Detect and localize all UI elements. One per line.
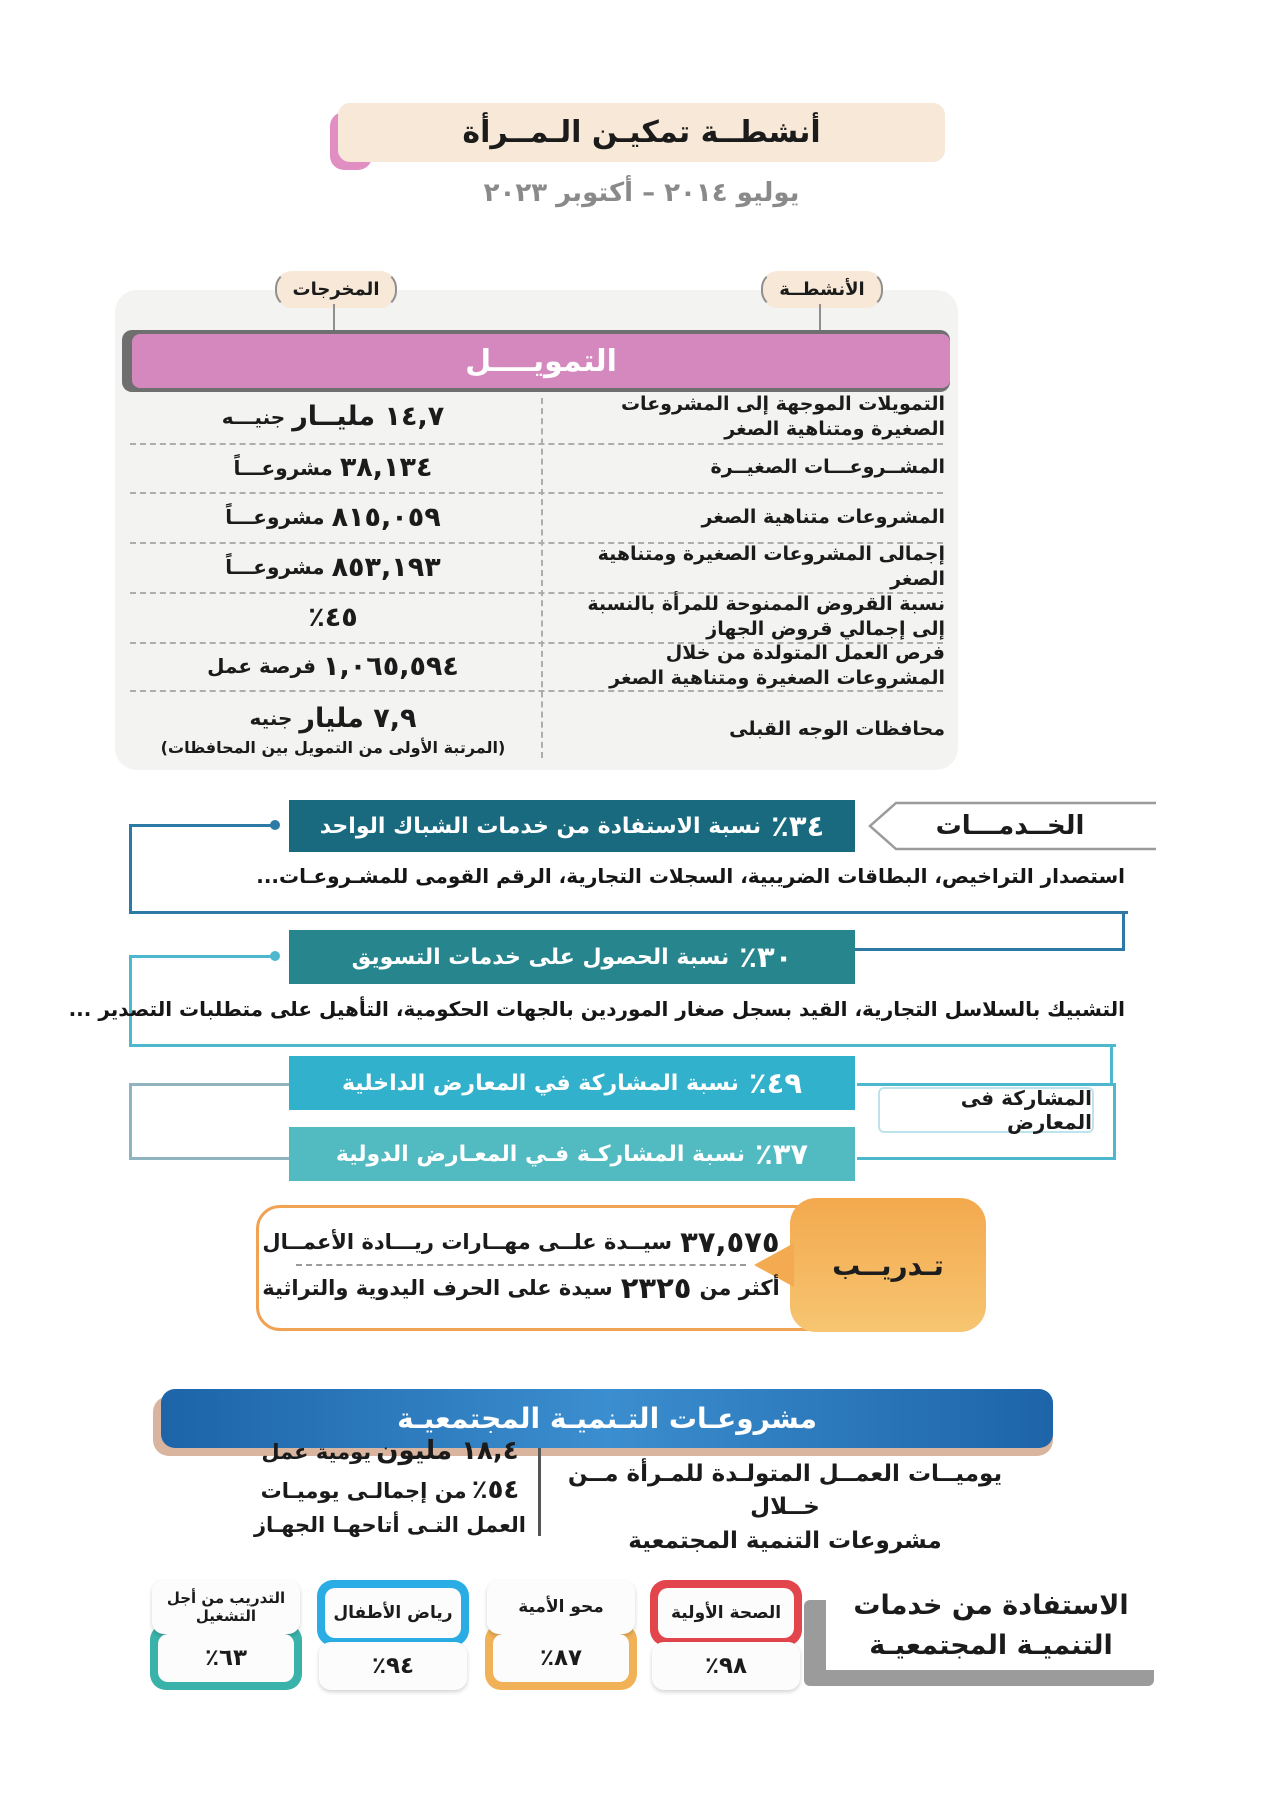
community-number: ٥٤٪	[471, 1475, 520, 1505]
benefit-title-lines	[853, 1586, 1128, 1667]
financing-header: التمويــــل	[132, 334, 950, 388]
value-unit: مشروعـــاً	[233, 455, 333, 480]
benefit-card-literacy	[485, 1580, 637, 1690]
financing-row-label: نسبة القروض الممنوحة للمرأة بالنسبة إلى إجمالي قروض الجهاز	[587, 593, 945, 640]
financing-row-label: محافظات الوجه القبلى	[729, 717, 945, 740]
financing-row-value	[135, 642, 531, 690]
financing-row-value	[135, 542, 531, 592]
benefit-card-employment-training	[150, 1580, 302, 1690]
card-label: رياض الأطفال	[325, 1588, 461, 1638]
training-prefix: أكثر من	[699, 1276, 780, 1300]
column-divider	[541, 398, 543, 758]
training-line-1	[262, 1225, 779, 1259]
community-output-line1	[248, 1432, 532, 1471]
community-output-line2	[248, 1471, 532, 1510]
financing-row-label: التمويلات الموجهة إلى المشروعات الصغيرة ومتناهية الصغر	[620, 392, 945, 440]
benefit-title-line1: الاستفادة من خدمات	[853, 1589, 1129, 1621]
community-unit: يومية عمل	[261, 1440, 372, 1464]
benefit-title-line2: التنميـة المجتمعيـة	[869, 1630, 1113, 1661]
card-value: ٩٤٪	[319, 1642, 467, 1690]
financing-row-label: المشــروعـــات الصغيــرة	[710, 456, 945, 479]
value-unit: جنيـــه	[221, 404, 286, 429]
services-section-title: الخــدمـــات	[935, 811, 1085, 841]
community-divider	[538, 1448, 541, 1536]
outputs-pill: المخرجات	[275, 271, 397, 308]
service-bar-domestic-exhibitions	[289, 1056, 855, 1110]
training-text: سيدة على الحرف اليدوية والتراثية	[262, 1276, 613, 1300]
service-label: نسبة المشاركة في المعارض الداخلية	[341, 1070, 739, 1096]
community-unit: من إجمالـى يوميـات	[260, 1479, 467, 1503]
financing-row-value	[135, 698, 531, 738]
service-bar-marketing	[289, 930, 855, 984]
community-activity-line2: مشروعات التنمية المجتمعية	[628, 1527, 942, 1554]
service-label: نسبة المشاركـة فـي المعـارض الدولية	[335, 1141, 745, 1167]
service-label: نسبة الحصول على خدمات التسويق	[351, 944, 730, 970]
benefit-card-kindergarten	[317, 1580, 469, 1690]
value-number: ٣٨,١٣٤	[339, 452, 433, 483]
community-output-line3: العمل التـى أتاحهـا الجهـاز	[253, 1513, 527, 1537]
community-activity-line1: يوميــات العمــل المتولـدة للمـرأة مــن خــلال	[567, 1461, 1003, 1521]
connector-dot	[270, 951, 280, 961]
service-description: استصدار التراخيص، البطاقات الضريبية، السجلات التجارية، الرقم القومى للمشـروعـات...	[256, 864, 1125, 888]
service-bar-international-exhibitions	[289, 1127, 855, 1181]
value-unit: مشروعـــاً	[225, 555, 325, 579]
value-number: ٧,٩ مليار	[299, 702, 417, 734]
training-number: ٣٧,٥٧٥	[680, 1225, 780, 1259]
training-content	[262, 1211, 780, 1319]
activities-pill: الأنشطــة	[761, 271, 883, 308]
exhibitions-label: المشاركة فى المعارض	[878, 1087, 1094, 1133]
card-label: الصحة الأولية	[658, 1588, 794, 1638]
service-percentage: ٣٠٪	[739, 940, 793, 974]
service-percentage: ٤٩٪	[748, 1066, 803, 1100]
value-unit: فرصة عمل	[207, 654, 317, 678]
value-unit: مشروعـــاً	[225, 505, 325, 529]
value-unit: جنيه	[249, 706, 293, 730]
services-connector-2-stub	[129, 955, 276, 958]
financing-row-value	[135, 390, 531, 443]
benefit-card-primary-health	[650, 1580, 802, 1690]
training-separator	[296, 1264, 746, 1266]
financing-row-label: فرص العمل المتولدة من خلال المشروعات الصغيرة ومتناهية الصغر	[609, 642, 945, 689]
financing-row-value	[135, 492, 531, 542]
service-percentage: ٣٧٪	[755, 1137, 809, 1171]
financing-row-value	[135, 592, 531, 642]
services-connector-1-stub	[129, 824, 276, 827]
financing-row-note: (المرتبة الأولى من التمويل بين المحافظات)	[160, 738, 506, 757]
training-text: سيــدة علــى مهــارات ريـــادة الأعمــال	[262, 1230, 673, 1254]
value-number: ٤٥٪	[308, 601, 358, 633]
services-connector-1-to-bar2	[855, 948, 1125, 951]
service-description: التشبيك بالسلاسل التجارية، القيد بسجل صغار الموردين بالجهات الحكومية، التأهيل على متطلبات التصدير ...	[68, 997, 1125, 1021]
services-connector-2-right	[1110, 1044, 1113, 1086]
value-number: ٨٥٣,١٩٣	[331, 551, 441, 583]
financing-row-label: المشروعات متناهية الصغر	[701, 505, 945, 528]
card-value: ٩٨٪	[652, 1642, 800, 1690]
financing-row-label: إجمالى المشروعات الصغيرة ومتناهية الصغر	[597, 543, 945, 590]
services-connector-1-right	[1122, 911, 1125, 951]
card-label: محو الأمية	[487, 1580, 635, 1634]
training-number: ٢٣٢٥	[620, 1271, 692, 1305]
exhibitions-left-bracket	[129, 1083, 292, 1160]
community-number: ١٨,٤ مليون	[376, 1436, 519, 1466]
service-label: نسبة الاستفادة من خدمات الشباك الواحد	[319, 813, 762, 839]
value-number: ١,٠٦٥,٥٩٤	[323, 650, 459, 682]
benefit-title	[826, 1582, 1156, 1670]
card-value: ٦٣٪	[158, 1634, 294, 1682]
training-title-text: تـدريــب	[832, 1248, 944, 1282]
date-range: يوليو ٢٠١٤ – أكتوبر ٢٠٢٣	[483, 178, 800, 208]
value-number: ١٤,٧ مليــار	[292, 401, 445, 432]
community-output-text	[248, 1432, 532, 1542]
community-header: مشروعـات التـنميـة المجتمعيـة	[161, 1389, 1053, 1448]
service-percentage: ٣٤٪	[771, 809, 825, 843]
card-value: ٨٧٪	[493, 1634, 629, 1682]
card-label: التدريب من أجل التشغيل	[152, 1580, 300, 1634]
page-title: أنشطــة تمكيـن الـمــرأة	[338, 103, 945, 162]
training-line-2	[262, 1271, 780, 1305]
connector-dot	[270, 820, 280, 830]
financing-row-value	[135, 443, 531, 492]
service-bar-one-stop-shop	[289, 800, 855, 852]
training-title	[800, 1238, 976, 1292]
community-activity-text	[545, 1458, 1025, 1558]
value-number: ٨١٥,٠٥٩	[331, 501, 441, 533]
